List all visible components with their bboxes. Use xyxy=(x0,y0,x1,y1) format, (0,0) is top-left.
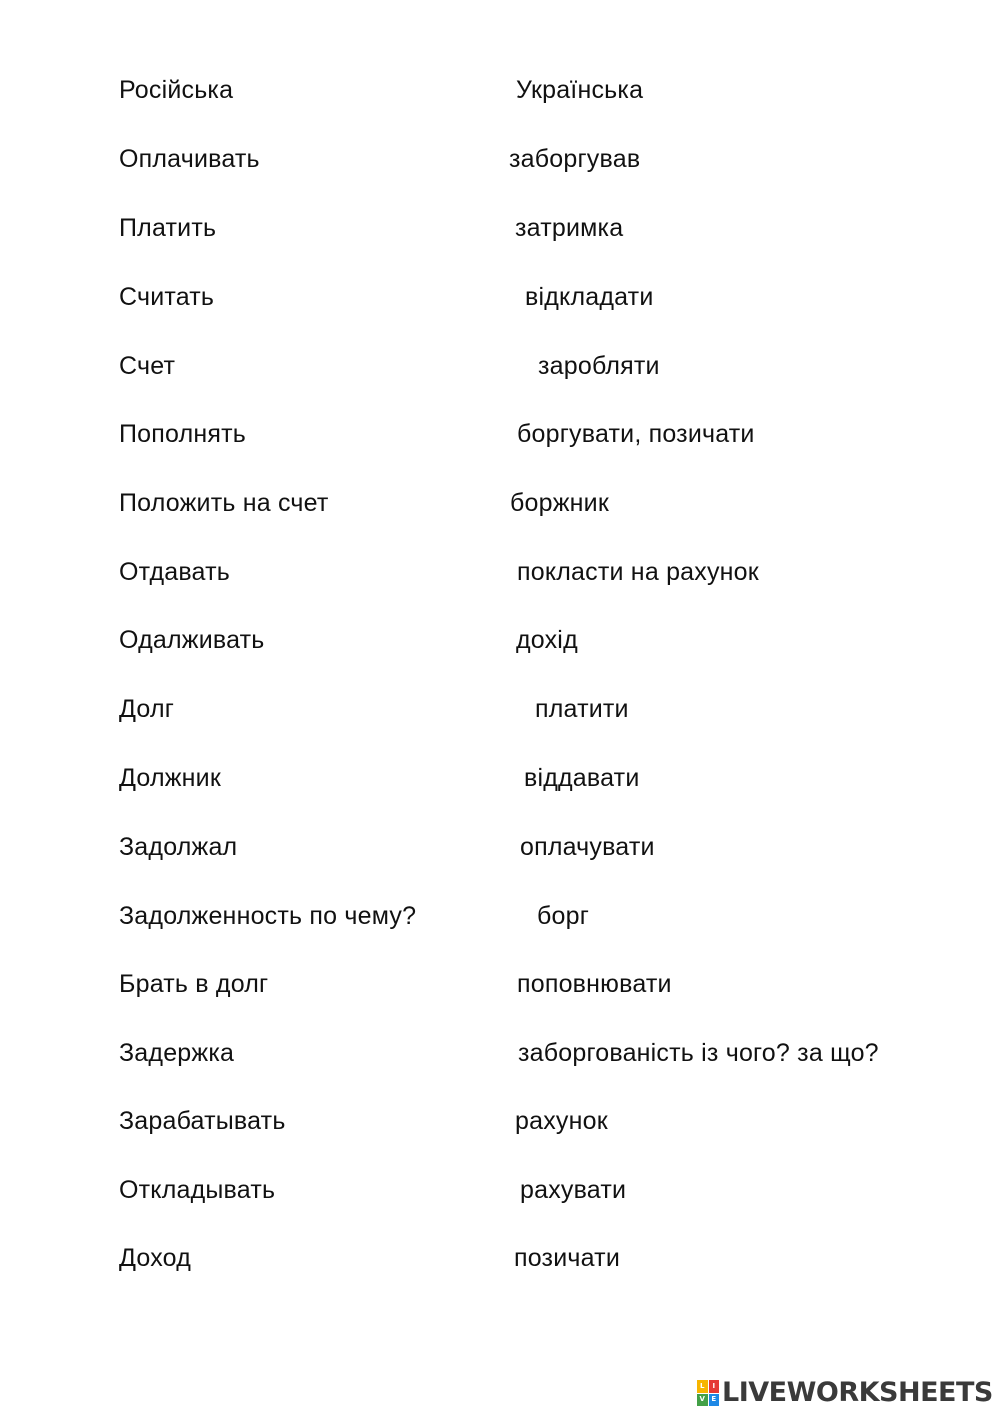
logo-mark-letter: E xyxy=(709,1394,720,1407)
ukrainian-word: віддавати xyxy=(524,764,640,792)
russian-word: Оплачивать xyxy=(119,145,260,173)
ukrainian-word: заборгованість із чого? за що? xyxy=(518,1039,879,1067)
word-row xyxy=(0,620,1000,660)
logo-mark-letter: L xyxy=(697,1380,708,1393)
word-row xyxy=(0,827,1000,867)
ukrainian-word: заборгував xyxy=(509,145,641,173)
logo-mark-letter: V xyxy=(697,1394,708,1407)
ukrainian-word: поповнювати xyxy=(517,970,672,998)
russian-word: Пополнять xyxy=(119,420,246,448)
ukrainian-word: рахунок xyxy=(515,1107,608,1135)
word-row xyxy=(0,483,1000,523)
russian-word: Должник xyxy=(119,764,221,792)
word-row xyxy=(0,758,1000,798)
ukrainian-word: боржник xyxy=(510,489,609,517)
ukrainian-word: покласти на рахунок xyxy=(517,558,759,586)
header-row xyxy=(0,70,1000,110)
ukrainian-word: дохід xyxy=(516,626,578,654)
russian-word: Откладывать xyxy=(119,1176,276,1204)
russian-word: Счет xyxy=(119,352,176,380)
word-row xyxy=(0,964,1000,1004)
ukrainian-word: платити xyxy=(535,695,629,723)
word-row xyxy=(0,277,1000,317)
ukrainian-word: оплачувати xyxy=(520,833,655,861)
logo-text: LIVEWORKSHEETS xyxy=(722,1377,993,1408)
word-row xyxy=(0,1033,1000,1073)
russian-word: Задержка xyxy=(119,1039,235,1067)
russian-word: Одалживать xyxy=(119,626,265,654)
word-row xyxy=(0,552,1000,592)
russian-word: Брать в долг xyxy=(119,970,269,998)
word-row xyxy=(0,1101,1000,1141)
logo-mark-letter: I xyxy=(709,1380,720,1393)
ukrainian-word: позичати xyxy=(514,1244,620,1272)
ukrainian-word: борг xyxy=(537,902,590,930)
russian-word: Зарабатывать xyxy=(119,1107,286,1135)
russian-word: Положить на счет xyxy=(119,489,329,517)
ukrainian-word: відкладати xyxy=(525,283,654,311)
russian-word: Доход xyxy=(119,1244,191,1272)
ukrainian-word: боргувати, позичати xyxy=(517,420,755,448)
word-row xyxy=(0,1238,1000,1278)
word-row xyxy=(0,414,1000,454)
liveworksheets-logo-icon xyxy=(697,1380,719,1406)
word-row xyxy=(0,346,1000,386)
word-row xyxy=(0,896,1000,936)
liveworksheets-logo xyxy=(697,1376,993,1410)
russian-word: Задолженность по чему? xyxy=(119,902,417,930)
russian-word: Долг xyxy=(119,695,175,723)
word-row xyxy=(0,1170,1000,1210)
word-row xyxy=(0,208,1000,248)
word-row xyxy=(0,139,1000,179)
word-row xyxy=(0,689,1000,729)
ukrainian-word: заробляти xyxy=(538,352,660,380)
russian-word: Платить xyxy=(119,214,217,242)
ukrainian-word: рахувати xyxy=(520,1176,627,1204)
russian-word: Задолжал xyxy=(119,833,238,861)
russian-word: Отдавать xyxy=(119,558,230,586)
russian-word: Считать xyxy=(119,283,215,311)
header-ukrainian: Українська xyxy=(516,76,644,104)
header-russian: Російська xyxy=(119,76,234,104)
ukrainian-word: затримка xyxy=(515,214,624,242)
